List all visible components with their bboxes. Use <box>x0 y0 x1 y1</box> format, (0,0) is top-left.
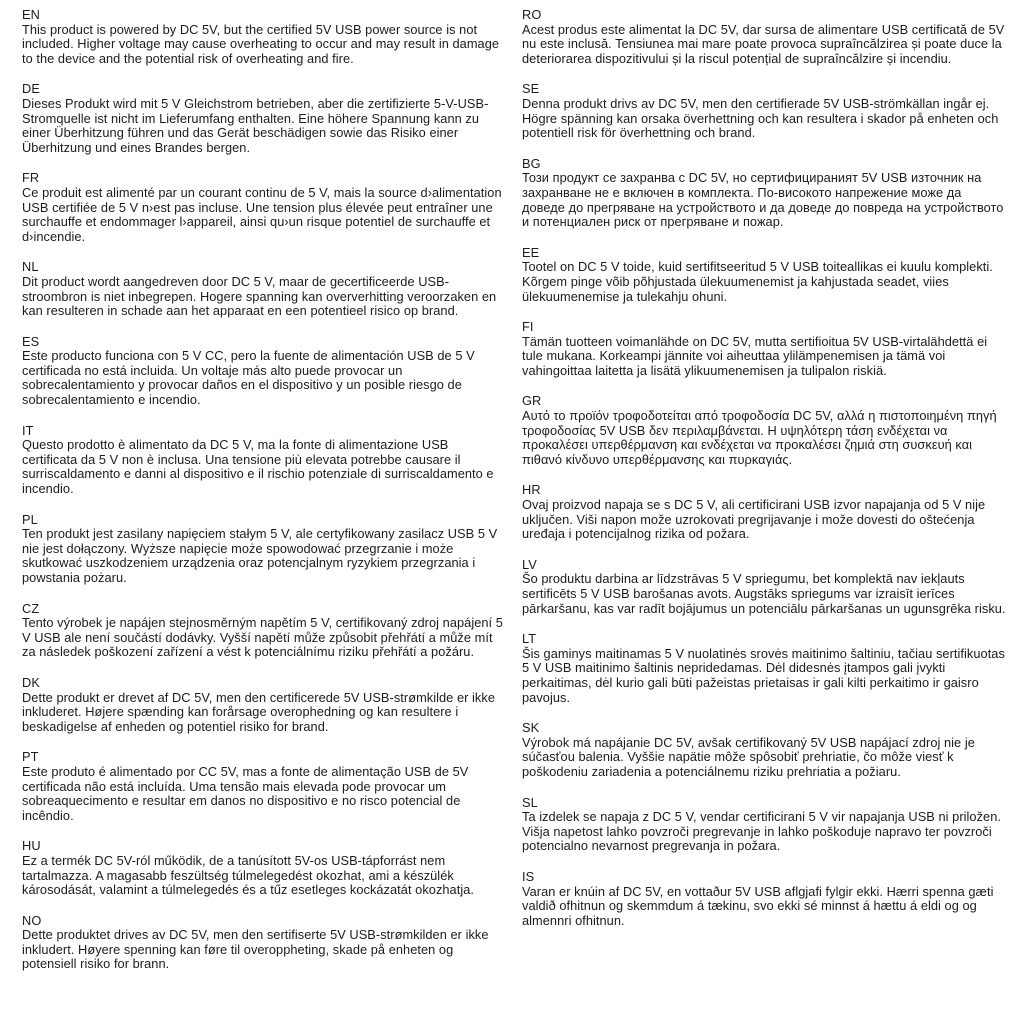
lang-text-hr: Ovaj proizvod napaja se s DC 5 V, ali certificirani USB izvor napajanja od 5 V nije uključen. Viši napon može uzrokovati pregrijavanje i može dovesti do oštećenja uređaja i potencijalnog rizika od požara. <box>522 497 986 542</box>
lang-text-se: Denna produkt drivs av DC 5V, men den certifierade 5V USB-strömkällan ingår ej. Högre spänning kan orsaka överhettning och kan resultera i skador på enheten och potentiell risk för överhettning och brand. <box>522 95 999 141</box>
lang-section-ro <box>522 8 1006 66</box>
lang-code-lv: LV <box>522 556 537 572</box>
lang-text-pl: Ten produkt jest zasilany napięciem stałym 5 V, ale certyfikowany zasilacz USB 5 V nie jest dołączony. Wyższe napięcie może spowodować przegrzanie i może skutkować uszkodzeniem urządzenia oraz potencjalnym ryzykiem przegrzania i powstania pożaru. <box>22 526 498 585</box>
lang-code-gr: GR <box>522 393 542 409</box>
lang-text-hu: Ez a termék DC 5V-ról működik, de a tanúsított 5V-os USB-tápforrást nem tartalmazza. A magasabb feszültség túlmelegedést okozhat, ami a készülék károsodását, valamint a túlmelegedés és a tűz esetleges kockázatát okozhatja. <box>22 852 474 898</box>
lang-section-pt <box>22 750 506 823</box>
lang-section-lv <box>522 558 1006 616</box>
lang-text-en: This product is powered by DC 5V, but the certified 5V USB power source is not included. Higher voltage may cause overheating to occur and may result in damage to the device and the potential risk of overheating and fire. <box>22 21 500 66</box>
left-column <box>22 8 506 1016</box>
lang-text-de: Dieses Produkt wird mit 5 V Gleichstrom betrieben, aber die zertifizierte 5-V-USB-Stromquelle ist nicht im Lieferumfang enthalten. Eine höhere Spannung kann zu einer Überhitzung führen und das Gerät beschädigen sowie das Risiko einer Überhitzung und eines Brandes bergen. <box>22 95 489 155</box>
lang-text-lt: Šis gaminys maitinamas 5 V nuolatinės srovės maitinimo šaltiniu, tačiau sertifikuotas 5 V USB maitinimo šaltinis nepridedamas. Dėl didesnės įtampos gali įvykti perkaitimas, dėl kurio gali būti pažeistas prietaisas ir gali kilti perkaitimo ir gaisro pavojus. <box>522 645 1005 705</box>
lang-code-dk: DK <box>22 674 40 690</box>
lang-code-cz: CZ <box>22 600 40 616</box>
lang-section-es <box>22 335 506 408</box>
right-column <box>522 8 1006 1016</box>
lang-text-cz: Tento výrobek je napájen stejnosměrným napětím 5 V, certifikovaný zdroj napájení 5 V USB ale není součástí dodávky. Vyšší napětí může způsobit přehřátí a může mít za následek poškození zařízení a vést k potenciálnímu riziku přehřátí a požáru. <box>22 615 503 660</box>
lang-code-ee: EE <box>522 244 540 260</box>
lang-text-bg: Този продукт се захранва с DC 5V, но сертифицираният 5V USB източник на захранване не е включен в комплекта. По-високото напрежение може да доведе до прегряване на устройството и да доведе до повреда на устройството и потенциален риск от прегряване и пожар. <box>522 170 1004 230</box>
lang-text-is: Varan er knúin af DC 5V, en vottaður 5V USB aflgjafi fylgir ekki. Hærri spenna gæti valdið ofhitnun og skemmdum á tækinu, svo ekki sé minnst á hættu á eldi og og almennri ofhitnun. <box>522 883 994 928</box>
lang-section-cz <box>22 602 506 660</box>
lang-code-nl: NL <box>22 259 39 275</box>
lang-code-is: IS <box>522 868 535 884</box>
lang-section-hr <box>522 483 1006 541</box>
lang-section-lt <box>522 632 1006 705</box>
lang-code-hu: HU <box>22 838 41 854</box>
lang-section-en <box>22 8 506 66</box>
lang-text-dk: Dette produkt er drevet af DC 5V, men den certificerede 5V USB-strømkilde er ikke inkluderet. Højere spænding kan forårsage overophedning og kan resultere i beskadigelse af enheden og potentiel risiko for brand. <box>22 689 495 734</box>
lang-code-fr: FR <box>22 170 40 186</box>
lang-section-sk <box>522 721 1006 779</box>
lang-code-hr: HR <box>522 482 541 498</box>
lang-section-se <box>522 82 1006 140</box>
lang-code-es: ES <box>22 333 40 349</box>
lang-section-hu <box>22 839 506 897</box>
lang-section-nl <box>22 260 506 318</box>
lang-text-pt: Este produto é alimentado por CC 5V, mas a fonte de alimentação USB de 5V certificada não está incluída. Uma tensão mais elevada pode provocar um sobreaquecimento e resultar em danos no dispositivo e no risco potencial de incêndio. <box>22 763 469 823</box>
lang-code-pl: PL <box>22 511 38 527</box>
lang-section-fr <box>22 171 506 244</box>
lang-section-no <box>22 914 506 972</box>
lang-text-nl: Dit product wordt aangedreven door DC 5 V, maar de gecertificeerde USB-stroombron is niet inbegrepen. Hogere spanning kan oververhitting veroorzaken en kan resulteren in schade aan het apparaat en een potentieel risico op brand. <box>22 273 497 319</box>
lang-code-no: NO <box>22 912 42 928</box>
lang-section-it <box>22 424 506 497</box>
lang-code-pt: PT <box>22 749 39 765</box>
lang-text-sl: Ta izdelek se napaja z DC 5 V, vendar certificirani 5 V vir napajanja USB ni priložen. Višja napetost lahko povzroči pregrevanje in lahko poškoduje napravo ter povzroči potencialno nevarnost pregrevanja in požara. <box>522 809 1001 854</box>
lang-code-se: SE <box>522 81 540 97</box>
lang-code-en: EN <box>22 7 40 22</box>
lang-section-dk <box>22 676 506 734</box>
lang-text-gr: Αυτό το προϊόν τροφοδοτείται από τροφοδοσία DC 5V, αλλά η πιστοποιημένη πηγή τροφοδοσίας 5V USB δεν περιλαμβάνεται. Η υψηλότερη τάση ενδέχεται να προκαλέσει υπερθέρμανση και ενδέχεται να προκαλέσει ζημιά στη συσκευή και πιθανό κίνδυνο υπερθέρμανσης και πυρκαγιάς. <box>522 408 997 467</box>
lang-text-ee: Tootel on DC 5 V toide, kuid sertifitseeritud 5 V USB toiteallikas ei kuulu komplekti. Kõrgem pinge võib põhjustada ülekuumenemist ja kahjustada seadet, viies ülekuumenemise ja tulekahju ohuni. <box>522 259 993 304</box>
lang-section-bg <box>522 157 1006 230</box>
lang-code-sk: SK <box>522 720 540 736</box>
lang-section-fi <box>522 320 1006 378</box>
lang-section-sl <box>522 796 1006 854</box>
lang-section-ee <box>522 246 1006 304</box>
lang-code-fi: FI <box>522 319 534 335</box>
lang-text-es: Este producto funciona con 5 V CC, pero la fuente de alimentación USB de 5 V certificada no está incluida. Un voltaje más alto puede provocar un sobrecalentamiento y provocar daños en el dispositivo y un posible riesgo de sobrecalentamiento e incendio. <box>22 348 475 408</box>
lang-code-bg: BG <box>522 155 541 171</box>
lang-text-no: Dette produktet drives av DC 5V, men den sertifiserte 5V USB-strømkilden er ikke inkludert. Høyere spenning kan føre til overoppheting, skade på enheten og potensiell risiko for brann. <box>22 927 489 972</box>
lang-code-ro: RO <box>522 7 542 22</box>
lang-section-pl <box>22 513 506 586</box>
lang-section-is <box>522 870 1006 928</box>
lang-code-de: DE <box>22 81 40 97</box>
lang-section-gr <box>522 394 1006 467</box>
lang-text-fi: Tämän tuotteen voimanlähde on DC 5V, mutta sertifioitua 5V USB-virtalähdettä ei tule mukana. Korkeampi jännite voi aiheuttaa ylilämpenemisen ja tämä voi vahingoittaa laitetta ja lisätä ylikuumenemisen ja tulipalon riskiä. <box>522 333 988 378</box>
lang-code-it: IT <box>22 422 34 438</box>
lang-text-fr: Ce produit est alimenté par un courant continu de 5 V, mais la source d›alimentation USB certifiée de 5 V n›est pas incluse. Une tension plus élevée peut entraîner une surchauffe et endommager l›appareil, ainsi qu›un risque potentiel de surchauffe et d›incendie. <box>22 184 502 244</box>
lang-text-it: Questo prodotto è alimentato da DC 5 V, ma la fonte di alimentazione USB certificata da 5 V non è inclusa. Una tensione più elevata potrebbe causare il surriscaldamento e danni al dispositivo e il rischio potenziale di surriscaldamento e incendio. <box>22 437 494 497</box>
lang-text-sk: Výrobok má napájanie DC 5V, avšak certifikovaný 5V USB napájací zdroj nie je súčasťou balenia. Vyššie napätie môže spôsobiť prehriatie, čo môže viesť k poškodeniu zariadenia a potenciálnemu riziku prehriatia a požiaru. <box>522 734 975 779</box>
lang-code-lt: LT <box>522 631 537 647</box>
lang-code-sl: SL <box>522 794 538 810</box>
lang-text-ro: Acest produs este alimentat la DC 5V, dar sursa de alimentare USB certificată de 5V nu este inclusă. Tensiunea mai mare poate provoca supraîncălzirea și poate duce la deteriorarea dispozitivului și la riscul potențial de supraîncălzire și incendiu. <box>522 21 1005 66</box>
lang-text-lv: Šo produktu darbina ar līdzstrāvas 5 V spriegumu, bet komplektā nav iekļauts sertificēts 5 V USB barošanas avots. Augstāks spriegums var izraisīt ierīces pārkaršanu, kas var radīt bojājumus un potenciālu pārkaršanas un ugunsgrēka risku. <box>522 571 1006 616</box>
lang-section-de <box>22 82 506 155</box>
